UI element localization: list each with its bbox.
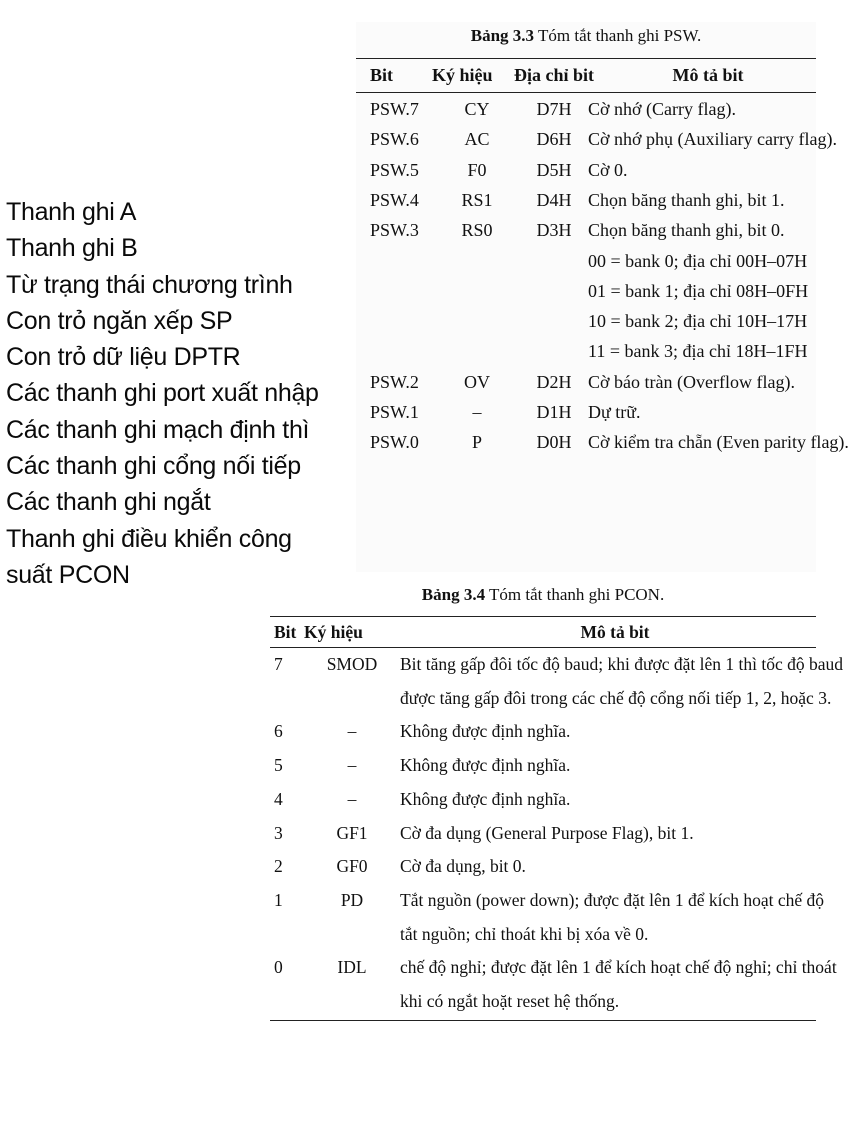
psw-row (356, 306, 816, 336)
pcon-cell-description: chế độ nghỉ; được đặt lên 1 để kích hoạt chế độ nghỉ; chỉ thoát (400, 957, 837, 978)
psw-row (356, 397, 816, 427)
pcon-header-symbol: Ký hiệu (304, 622, 363, 642)
psw-row (356, 94, 816, 124)
pcon-caption (270, 585, 816, 605)
pcon-bottom-rule (270, 1020, 816, 1021)
psw-caption-text: Tóm tắt thanh ghi PSW. (534, 26, 702, 45)
psw-cell-description: 00 = bank 0; địa chỉ 00H–07H (588, 250, 808, 271)
psw-cell-address: D7H (536, 99, 572, 119)
pcon-row (270, 750, 816, 780)
pcon-row (270, 683, 832, 713)
pcon-cell-symbol: IDL (337, 957, 367, 978)
psw-cell-symbol: CY (464, 99, 490, 119)
psw-cell-description: Cờ 0. (588, 159, 628, 180)
pcon-row (270, 716, 816, 746)
psw-row (356, 367, 816, 397)
psw-cell-description: Cờ báo tràn (Overflow flag). (588, 371, 795, 392)
psw-cell-address: D5H (536, 159, 572, 180)
pcon-cell-description: tắt nguồn; chỉ thoát khi bị xóa về 0. (400, 923, 649, 944)
psw-cell-symbol: RS1 (461, 189, 493, 210)
pcon-header-rule (270, 647, 816, 648)
pcon-cell-symbol: GF0 (336, 856, 368, 877)
psw-cell-description: Cờ nhớ phụ (Auxiliary carry flag). (588, 129, 837, 150)
psw-cell-description: Chọn băng thanh ghi, bit 0. (588, 220, 785, 241)
pcon-cell-description: Không được định nghĩa. (400, 755, 571, 776)
register-list (6, 194, 319, 593)
psw-cell-description: Dự trữ. (588, 402, 641, 422)
pcon-cell-symbol: PD (340, 889, 364, 910)
psw-cell-description: 10 = bank 2; địa chỉ 10H–17H (588, 311, 808, 332)
psw-cell-address: D6H (536, 129, 572, 150)
pcon-row (270, 784, 816, 814)
psw-cell-symbol: F0 (467, 159, 487, 180)
psw-cell-bit: PSW.4 (370, 189, 419, 210)
pcon-row (270, 952, 837, 982)
pcon-cell-symbol: – (347, 721, 357, 742)
psw-cell-description: Cờ kiểm tra chẵn (Even parity flag). (588, 432, 849, 453)
pcon-header-bit: Bit (274, 622, 297, 642)
register-list-item: Các thanh ghi ngắt (6, 488, 211, 517)
pcon-row (270, 885, 825, 915)
psw-cell-bit: PSW.7 (370, 99, 419, 119)
pcon-table (270, 582, 844, 1022)
psw-cell-bit: PSW.3 (370, 220, 419, 241)
psw-cell-description: Cờ nhớ (Carry flag). (588, 99, 736, 119)
psw-cell-bit: PSW.6 (370, 129, 419, 150)
psw-cell-bit: PSW.2 (370, 371, 419, 392)
pcon-cell-description: Tắt nguồn (power down); được đặt lên 1 để kích hoạt chế độ (400, 889, 825, 910)
psw-cell-address: D1H (536, 402, 572, 422)
psw-header-description: Mô tả bit (672, 65, 744, 85)
register-list-item: suất PCON (6, 560, 130, 589)
psw-row (356, 215, 816, 245)
register-list-item: Thanh ghi A (6, 198, 137, 226)
pcon-row (270, 986, 816, 1016)
pcon-cell-bit: 1 (274, 889, 283, 910)
register-list-item: Thanh ghi điều khiển công (6, 524, 292, 553)
pcon-row (270, 851, 816, 881)
register-list-item: Con trỏ ngăn xếp SP (6, 306, 233, 335)
pcon-cell-description: khi có ngắt hoặt reset hệ thống. (400, 991, 620, 1011)
psw-row (356, 276, 816, 306)
psw-header-bit: Bit (370, 65, 394, 85)
psw-cell-symbol: RS0 (461, 220, 493, 241)
pcon-cell-description: được tăng gấp đôi trong các chế độ cổng nối tiếp 1, 2, hoặc 3. (400, 687, 832, 708)
psw-cell-address: D3H (536, 220, 572, 241)
register-list-item: Các thanh ghi mạch định thì (6, 415, 310, 444)
psw-header-symbol: Ký hiệu (432, 65, 493, 85)
pcon-row (270, 919, 816, 949)
psw-row (356, 155, 816, 185)
register-list-item: Từ trạng thái chương trình (6, 270, 293, 299)
psw-header-address: Địa chỉ bit (514, 65, 595, 85)
pcon-cell-description: Bit tăng gấp đôi tốc độ baud; khi được đặt lên 1 thì tốc độ baud (400, 654, 844, 674)
pcon-cell-bit: 5 (274, 755, 283, 776)
pcon-cell-bit: 3 (274, 822, 283, 843)
pcon-cell-symbol: SMOD (326, 654, 378, 674)
psw-cell-address: D0H (536, 432, 572, 453)
pcon-row (270, 649, 844, 679)
psw-caption (356, 26, 816, 46)
register-list-item: Con trỏ dữ liệu DPTR (6, 343, 241, 372)
pcon-cell-bit: 0 (274, 957, 283, 978)
psw-cell-description: Chọn băng thanh ghi, bit 1. (588, 189, 785, 210)
pcon-cell-bit: 7 (274, 654, 283, 674)
pcon-cell-bit: 6 (274, 721, 283, 742)
psw-row (356, 185, 816, 215)
psw-cell-symbol: P (471, 432, 482, 453)
psw-cell-symbol: OV (464, 371, 490, 392)
pcon-header-row (270, 617, 816, 647)
register-list-item: Các thanh ghi cổng nối tiếp (6, 452, 301, 481)
pcon-cell-description: Không được định nghĩa. (400, 721, 571, 742)
psw-header-rule (356, 92, 816, 93)
pcon-cell-description: Cờ đa dụng (General Purpose Flag), bit 1. (400, 822, 694, 843)
pcon-cell-bit: 2 (274, 856, 283, 877)
pcon-cell-symbol: – (347, 755, 357, 776)
psw-cell-bit: PSW.1 (370, 402, 419, 422)
pcon-row (270, 818, 816, 848)
psw-cell-description: 11 = bank 3; địa chỉ 18H–1FH (588, 341, 808, 362)
pcon-cell-symbol: GF1 (336, 822, 368, 843)
psw-row (356, 246, 816, 276)
pcon-header-description: Mô tả bit (580, 622, 650, 642)
psw-cell-address: D2H (536, 371, 572, 392)
pcon-caption-label: Bảng 3.4 (421, 585, 486, 604)
psw-header-row (356, 60, 816, 90)
psw-top-rule (356, 58, 816, 59)
pcon-cell-bit: 4 (274, 788, 283, 809)
psw-cell-bit: PSW.0 (370, 432, 419, 453)
psw-row (356, 336, 816, 366)
psw-table (356, 22, 849, 572)
psw-cell-address: D4H (536, 189, 572, 210)
pcon-cell-symbol: – (347, 788, 357, 809)
psw-cell-description: 01 = bank 1; địa chỉ 08H–0FH (588, 280, 809, 301)
pcon-caption-text: Tóm tắt thanh ghi PCON. (485, 585, 665, 604)
register-list-item: Các thanh ghi port xuất nhập (6, 379, 319, 408)
psw-row (356, 427, 849, 457)
psw-cell-symbol: AC (464, 129, 490, 150)
pcon-cell-description: Không được định nghĩa. (400, 788, 571, 809)
psw-row (356, 124, 837, 154)
psw-caption-label: Bảng 3.3 (470, 26, 535, 45)
register-list-item: Thanh ghi B (6, 234, 138, 263)
psw-cell-bit: PSW.5 (370, 159, 419, 180)
pcon-cell-description: Cờ đa dụng, bit 0. (400, 856, 526, 877)
psw-cell-symbol: – (472, 402, 482, 422)
